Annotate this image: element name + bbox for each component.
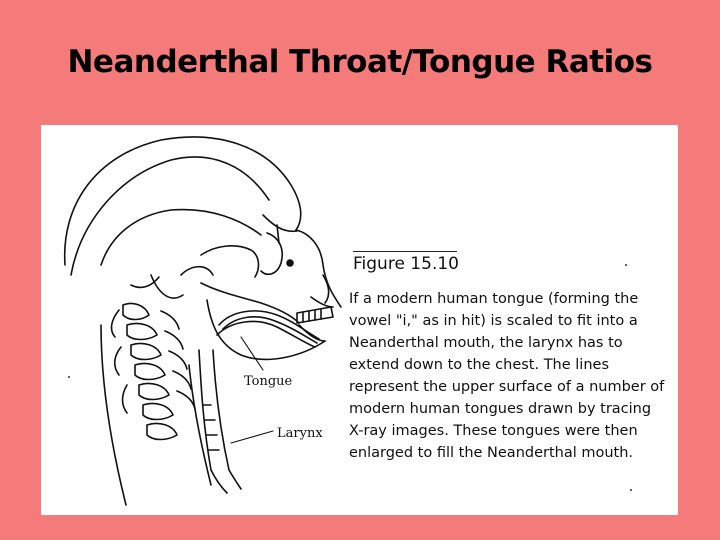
larynx-annotation: Larynx <box>277 426 323 441</box>
figure-caption: If a modern human tongue (forming the vowel "i," as in hit) is scaled to fit into a Neanderthal mouth, the larynx has to extend down to the chest. The lines represent the upper surface of a number of modern human tongues drawn by tracing X-ray images. These tongues were then enlarged to fill the Neanderthal mouth. <box>349 291 665 461</box>
figure-panel <box>41 125 678 515</box>
figure-rule <box>353 251 457 252</box>
tongue-annotation: Tongue <box>244 374 293 389</box>
figure-label: Figure 15.10 <box>353 254 459 274</box>
slide-title: Neanderthal Throat/Tongue Ratios <box>67 44 653 80</box>
